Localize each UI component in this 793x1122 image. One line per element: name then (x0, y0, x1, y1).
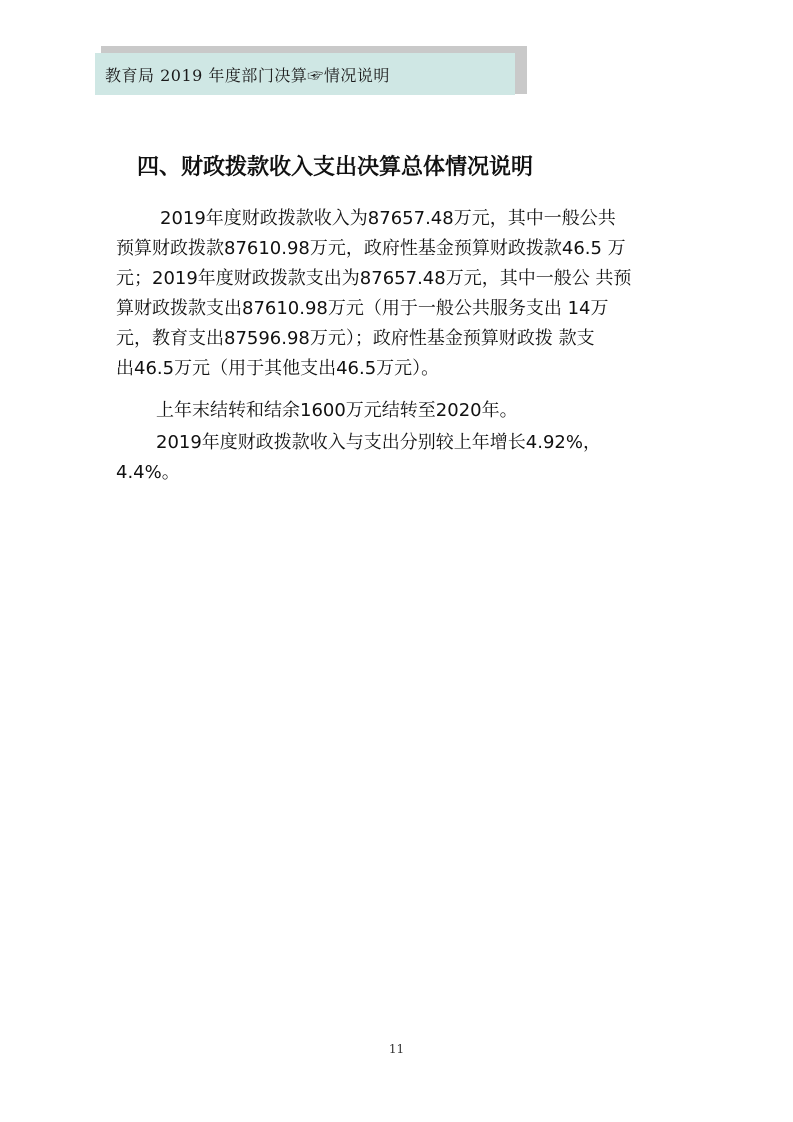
page-number: 11 (388, 1042, 405, 1056)
section-title: 四、财政拨款收入支出决算总体情况说明 (137, 155, 534, 180)
paragraph-line: 元，教育支出87596.98万元）；政府性基金预算财政拨 款支 (116, 328, 595, 349)
paragraph-line: 2019年度财政拨款收入为87657.48万元，其中一般公共 (160, 208, 616, 229)
paragraph-line: 元；2019年度财政拨款支出为87657.48万元，其中一般公 共预 (116, 268, 632, 289)
paragraph-line: 2019年度财政拨款收入与支出分别较上年增长4.92%， (156, 432, 601, 453)
paragraph-line: 预算财政拨款87610.98万元，政府性基金预算财政拨款46.5 万 (116, 238, 626, 259)
paragraph-line: 4.4%。 (116, 462, 180, 483)
paragraph-line: 上年末结转和结余1600万元结转至2020年。 (156, 400, 518, 421)
header-title: 教育局 2019 年度部门决算☞情况说明 (105, 65, 390, 85)
paragraph-line: 算财政拨款支出87610.98万元（用于一般公共服务支出 14万 (116, 298, 609, 319)
paragraph-carryover (116, 396, 696, 426)
paragraph-line: 出46.5万元（用于其他支出46.5万元）。 (116, 358, 440, 379)
page-header (95, 53, 515, 95)
paragraph-growth (116, 428, 696, 488)
paragraph-fiscal-summary (116, 204, 696, 384)
